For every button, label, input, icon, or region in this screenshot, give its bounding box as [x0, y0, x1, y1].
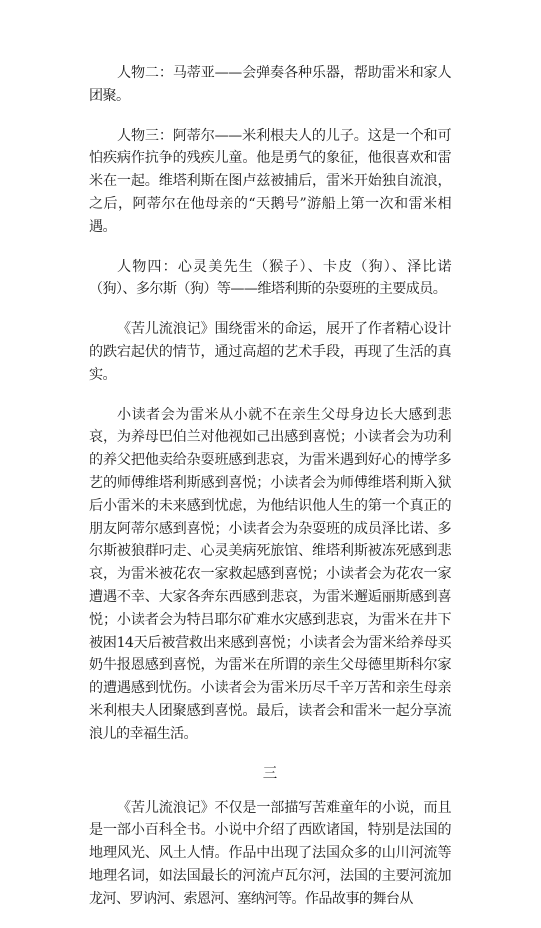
paragraph-encyclopedia: 《苦儿流浪记》不仅是一部描写苦难童年的小说，而且是一部小百科全书。小说中介绍了西欧诸国，特别是法国的地理风光、风土人情。作品中出现了法国众多的山川河流等地理名词，如法国最长的河流卢瓦尔河，法国的主要河流加龙河、罗讷河、索恩河、塞纳河等。作品故事的舞台从	[89, 799, 451, 907]
paragraph-character-three: 人物三：阿蒂尔——米利根夫人的儿子。这是一个和可怕疾病作抗争的残疾儿童。他是勇气的象征，他很喜欢和雷米在一起。维塔利斯在图卢兹被捕后，雷米开始独自流浪，之后，阿蒂尔在他母亲的“天鹅号”游船上第一次和雷米相遇。	[89, 127, 451, 235]
paragraph-story-summary: 《苦儿流浪记》围绕雷米的命运，展开了作者精心设计的跌宕起伏的情节，通过高超的艺术手段，再现了生活的真实。	[89, 321, 451, 383]
paragraph-character-four: 人物四：心灵美先生（猴子）、卡皮（狗）、泽比诺（狗）、多尔斯（狗）等——维塔利斯的杂耍班的主要成员。	[89, 258, 451, 298]
page-content	[89, 62, 451, 928]
section-heading: 三	[262, 765, 278, 782]
paragraph-reader-emotions: 小读者会为雷米从小就不在亲生父母身边长大感到悲哀，为养母巴伯兰对他视如己出感到喜悦；小读者会为功利的养父把他卖给杂耍班感到悲哀，为雷米遇到好心的博学多艺的师傅维塔利斯感到喜悦；小读者会为师傅维塔利斯入狱后小雷米的未来感到忧虑，为他结识他人生的第一个真正的朋友阿蒂尔感到喜悦；小读者会为杂耍班的成员泽比诺、多尔斯被狼群叼走、心灵美病死旅馆、维塔利斯被冻死感到悲哀，为雷米被花农一家救起感到喜悦；小读者会为花农一家遭遇不幸、大家各奔东西感到悲哀，为雷米邂逅丽斯感到喜悦；小读者会为特吕耶尔矿难水灾感到悲哀，为雷米在井下被困14天后被营救出来感到喜悦；小读者会为雷米给养母买奶牛报恩感到喜悦，为雷米在所谓的亲生父母德里斯科尔家的遭遇感到忧伤。小读者会为雷米历尽千辛万苦和亲生母亲米利根夫人团聚感到喜悦。最后，读者会和雷米一起分享流浪儿的幸福生活。	[89, 406, 451, 742]
paragraph-character-two: 人物二：马蒂亚——会弹奏各种乐器，帮助雷米和家人团聚。	[89, 65, 451, 104]
